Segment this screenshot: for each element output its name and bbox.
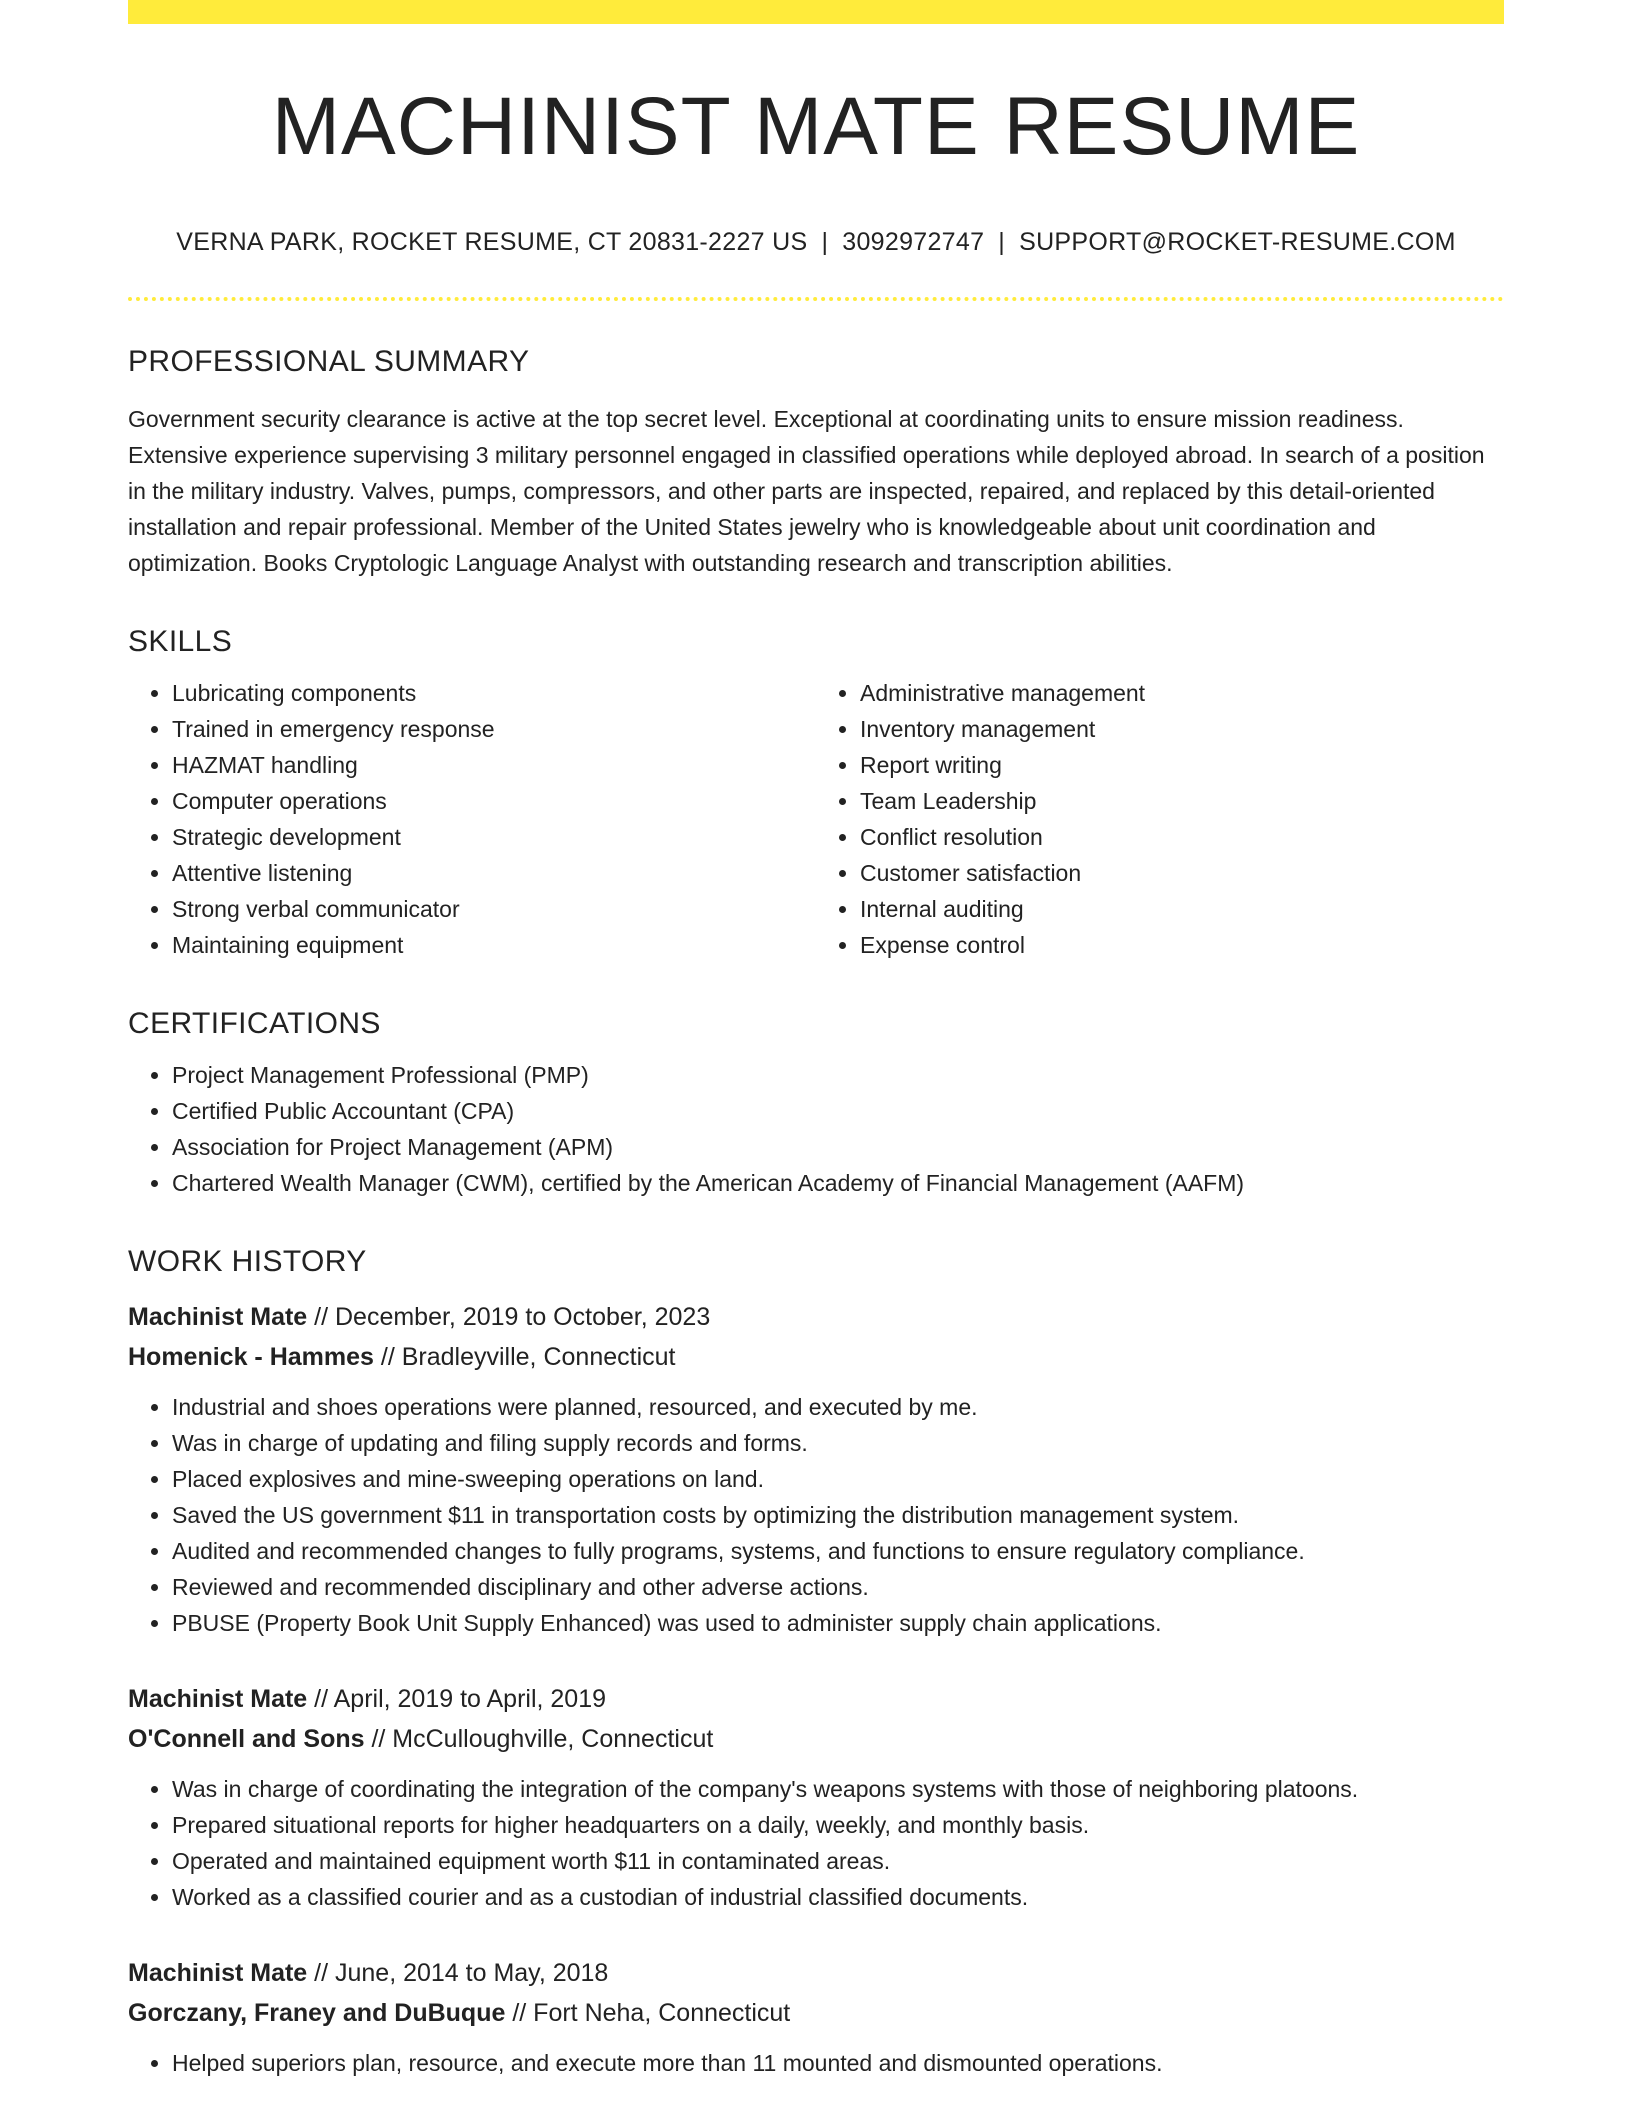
skill-item: • Administrative management [860,675,1504,711]
skills-list [128,659,1504,963]
job-bullet: • Saved the US government $11 in transportation costs by optimizing the distribution management system. [172,1497,1504,1533]
job-bullet: • Worked as a classified courier and as a custodian of industrial classified documents. [172,1879,1504,1915]
job-location: // Bradleyville, Connecticut [380,1343,676,1372]
job-bullet: • PBUSE (Property Book Unit Supply Enhanced) was used to administer supply chain applications. [172,1605,1504,1641]
skill-item: • Strong verbal communicator [172,891,816,927]
job-location: // McCulloughville, Connecticut [371,1725,714,1754]
skill-item: • HAZMAT handling [172,747,816,783]
certifications-list [128,1057,1504,1201]
contact-separator: | [821,228,829,257]
certification-item: • Project Management Professional (PMP) [172,1057,1504,1093]
job-bullet: • Operated and maintained equipment worth $11 in contaminated areas. [172,1843,1504,1879]
accent-bar [128,0,1504,24]
job-bullet: • Audited and recommended changes to fully programs, systems, and functions to ensure regulatory compliance. [172,1533,1504,1569]
job-bullets [128,2045,1504,2081]
certification-item: • Association for Project Management (APM) [172,1129,1504,1165]
job-company-line [128,1993,1504,2033]
job-role: Machinist Mate [128,1685,308,1714]
job-bullet: • Was in charge of coordinating the integration of the company's weapons systems with those of neighboring platoons. [172,1771,1504,1807]
skill-item: • Strategic development [172,819,816,855]
skills-column-2 [816,675,1504,963]
skill-item: • Internal auditing [860,891,1504,927]
job-title-line [128,1953,1504,1993]
summary-heading: PROFESSIONAL SUMMARY [128,345,530,379]
dotted-divider [128,297,1504,301]
summary-text: Government security clearance is active at the top secret level. Exceptional at coordinating units to ensure mission readiness. Extensive experience supervising 3 military personnel engaged in classified operations while deployed abroad. In search of a position in the military industry. Valves, pumps, compressors, and other parts are inspected, repaired, and replaced by this detail-oriented installation and repair professional. Member of the United States jewelry who is knowledgeable about unit coordination and optimization. Books Cryptologic Language Analyst with outstanding research and transcription abilities. [128,406,1485,577]
job-location: // Fort Neha, Connecticut [512,1999,791,2028]
job-bullet: • Helped superiors plan, resource, and execute more than 11 mounted and dismounted operations. [172,2045,1504,2081]
skill-item: • Inventory management [860,711,1504,747]
skill-item: • Attentive listening [172,855,816,891]
contact-phone: 3092972747 [842,228,985,257]
job-entry [128,1953,1504,2081]
work-history-heading: WORK HISTORY [128,1245,367,1279]
job-company: Homenick - Hammes [128,1343,374,1372]
job-title-line [128,1679,1504,1719]
job-bullet: • Placed explosives and mine-sweeping operations on land. [172,1461,1504,1497]
contact-address: VERNA PARK, ROCKET RESUME, CT 20831-2227 US [176,228,808,257]
job-entry [128,1679,1504,1915]
job-company-line [128,1719,1504,1759]
skill-item: • Team Leadership [860,783,1504,819]
job-bullet: • Reviewed and recommended disciplinary and other adverse actions. [172,1569,1504,1605]
skill-item: • Maintaining equipment [172,927,816,963]
contact-separator: | [998,228,1006,257]
job-dates: // June, 2014 to May, 2018 [314,1959,609,1988]
skills-column-1 [128,675,816,963]
job-dates: // December, 2019 to October, 2023 [314,1303,711,1332]
certification-item: • Certified Public Accountant (CPA) [172,1093,1504,1129]
job-role: Machinist Mate [128,1303,308,1332]
job-title-line [128,1297,1504,1337]
skill-item: • Computer operations [172,783,816,819]
contact-line [128,228,1504,257]
job-bullet: • Industrial and shoes operations were planned, resourced, and executed by me. [172,1389,1504,1425]
job-bullets [128,1771,1504,1915]
job-company-line [128,1337,1504,1377]
job-company: O'Connell and Sons [128,1725,365,1754]
skill-item: • Expense control [860,927,1504,963]
job-bullet: • Prepared situational reports for higher headquarters on a daily, weekly, and monthly basis. [172,1807,1504,1843]
skill-item: • Conflict resolution [860,819,1504,855]
job-bullet: • Was in charge of updating and filing supply records and forms. [172,1425,1504,1461]
skill-item: • Trained in emergency response [172,711,816,747]
job-bullets [128,1389,1504,1641]
resume-page [128,0,1504,2081]
certification-item: • Chartered Wealth Manager (CWM), certified by the American Academy of Financial Management (AAFM) [172,1165,1504,1201]
contact-email: SUPPORT@ROCKET-RESUME.COM [1019,228,1456,257]
skill-item: • Customer satisfaction [860,855,1504,891]
job-dates: // April, 2019 to April, 2019 [314,1685,607,1714]
job-entry [128,1297,1504,1641]
page-title: MACHINIST MATE RESUME [271,81,1361,172]
job-company: Gorczany, Franey and DuBuque [128,1999,506,2028]
job-role: Machinist Mate [128,1959,308,1988]
skills-heading: SKILLS [128,625,233,659]
skill-item: • Lubricating components [172,675,816,711]
skill-item: • Report writing [860,747,1504,783]
certifications-heading: CERTIFICATIONS [128,1007,381,1041]
